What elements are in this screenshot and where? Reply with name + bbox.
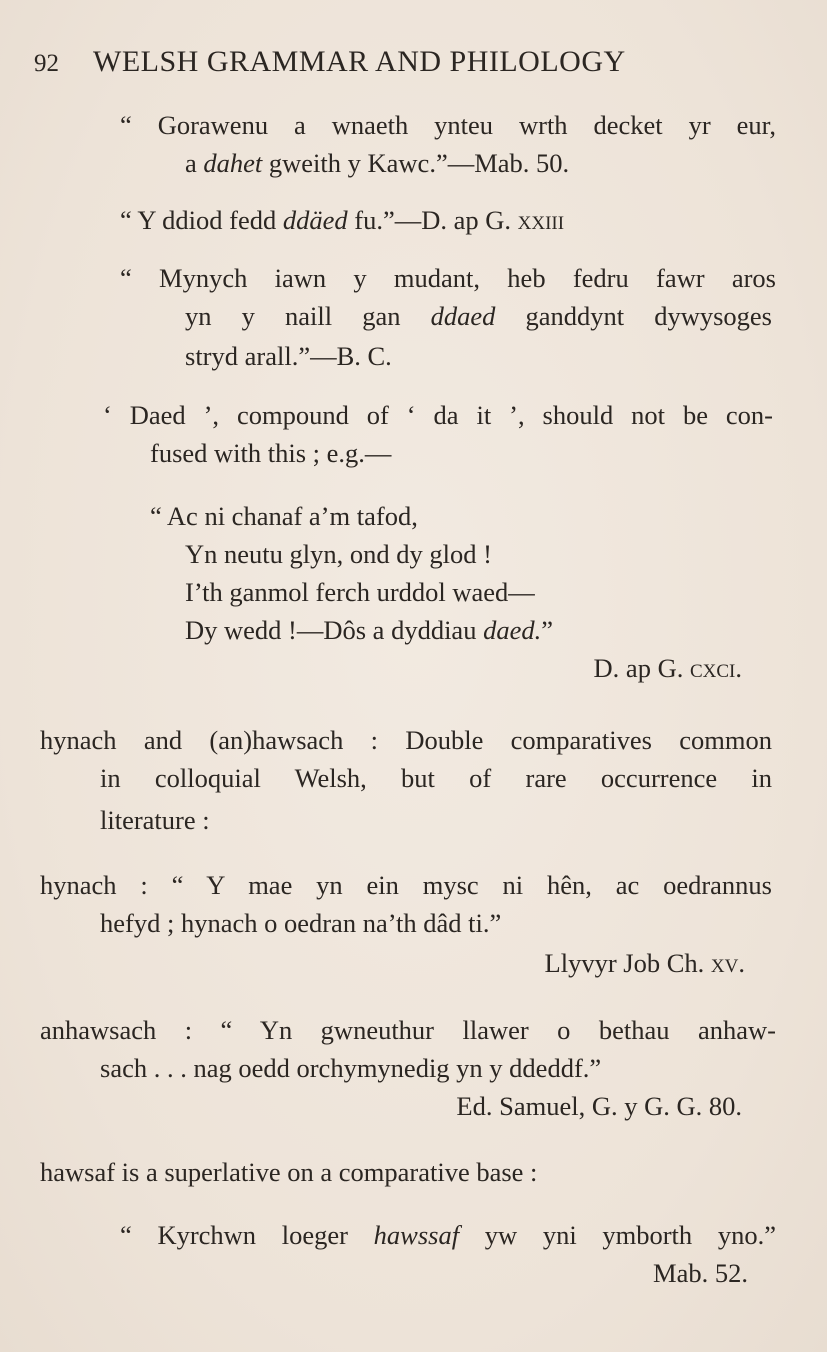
page-number: 92 xyxy=(34,50,59,77)
verse-line: I’th ganmol ferch urddol waed— xyxy=(185,577,535,607)
paragraph-line: fused with this ; e.g.— xyxy=(150,438,392,468)
italic-word: dahet xyxy=(203,148,263,178)
verse-line: Yn neutu glyn, ond dy glod ! xyxy=(185,539,492,569)
italic-word: hawssaf xyxy=(373,1220,460,1250)
paragraph-line: hynach and (an)hawsach : Double comparatives common xyxy=(40,725,772,755)
text: yw yni ymborth yno.” xyxy=(459,1220,776,1250)
citation-numeral: xxiii xyxy=(517,205,565,235)
italic-word: ddaed xyxy=(430,301,496,331)
italic-word: ddäed xyxy=(282,205,348,235)
text: Llyvyr Job Ch. xyxy=(544,948,711,978)
text: a xyxy=(185,148,204,178)
paragraph-line: anhawsach : “ Yn gwneuthur llawer o bethau anhaw- xyxy=(40,1015,776,1045)
citation xyxy=(545,945,745,981)
paragraph-line: literature : xyxy=(100,805,210,835)
citation: Ed. Samuel, G. y G. G. 80. xyxy=(456,1091,742,1121)
italic-word: daed. xyxy=(483,615,542,645)
text: D. ap G. xyxy=(593,653,690,683)
citation: Mab. 52. xyxy=(653,1258,748,1288)
text: ganddynt dywysoges xyxy=(495,301,772,331)
quote-line xyxy=(185,145,569,181)
quote-line: stryd arall.”—B. C. xyxy=(185,341,392,371)
quote-line xyxy=(120,1217,776,1253)
paragraph-line: hawsaf is a superlative on a comparative base : xyxy=(40,1157,538,1187)
text: “ Y ddiod fedd xyxy=(120,205,283,235)
quote-line: “ Mynych iawn y mudant, heb fedru fawr aros xyxy=(120,263,776,293)
paragraph-line: sach . . . nag oedd orchymynedig yn y ddeddf.” xyxy=(100,1053,602,1083)
text: gweith y Kawc.”—Mab. 50. xyxy=(262,148,570,178)
verse-line: “ Ac ni chanaf a’m tafod, xyxy=(150,501,418,531)
verse-line xyxy=(185,612,553,648)
quote-line: “ Gorawenu a wnaeth ynteu wrth decket yr eur, xyxy=(120,110,776,140)
quote-line xyxy=(120,202,564,238)
paragraph-line: in colloquial Welsh, but of rare occurrence in xyxy=(100,763,772,793)
running-title: WELSH GRAMMAR AND PHILOLOGY xyxy=(93,45,626,78)
citation-numeral: cxci. xyxy=(689,653,742,683)
text: fu.”—D. ap G. xyxy=(347,205,518,235)
quote-line xyxy=(185,298,772,334)
citation-numeral: xv. xyxy=(710,948,745,978)
text: “ Kyrchwn loeger xyxy=(120,1220,374,1250)
paragraph-line: hynach : “ Y mae yn ein mysc ni hên, ac oedrannus xyxy=(40,870,772,900)
text: ” xyxy=(541,615,553,645)
paragraph-line: hefyd ; hynach o oedran na’th dâd ti.” xyxy=(100,908,502,938)
paragraph-line: ‘ Daed ’, compound of ‘ da it ’, should not be con- xyxy=(103,400,773,430)
text: Dy wedd !—Dôs a dyddiau xyxy=(185,615,484,645)
citation xyxy=(594,650,742,686)
text: yn y naill gan xyxy=(185,301,431,331)
